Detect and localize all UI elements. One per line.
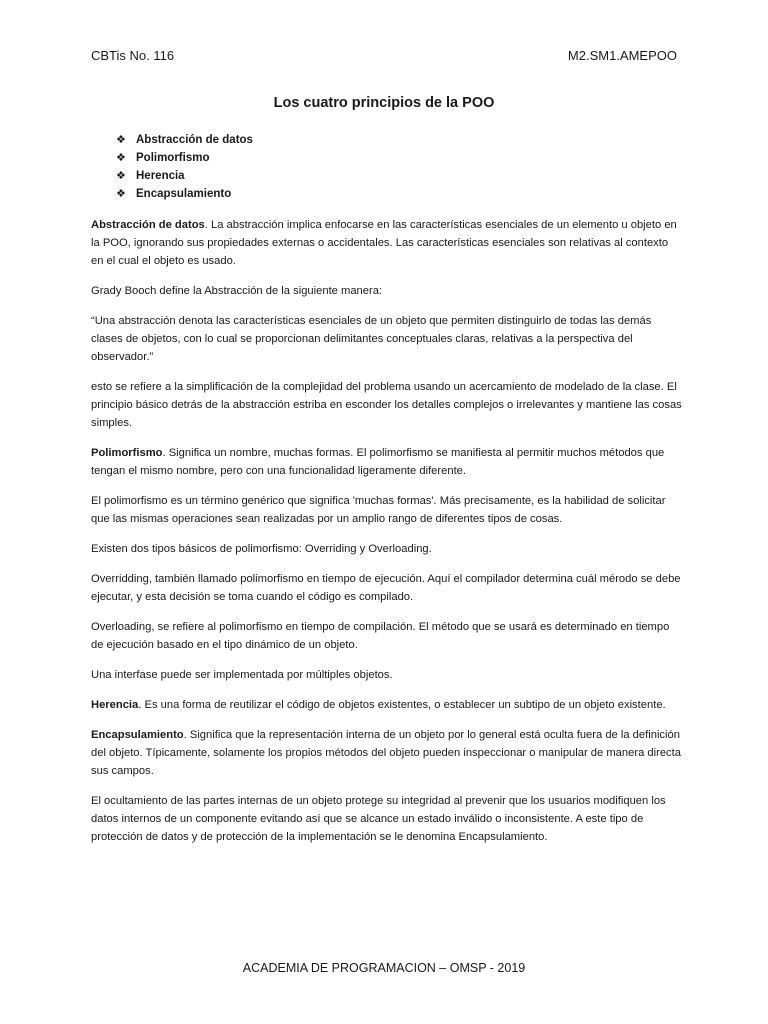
principles-list: [116, 131, 253, 203]
paragraph-quote: “Una abstracción denota las características esenciales de un objeto que permiten distinguirlo de todas las demás clases de objetos, con lo cual se proporcionan delimitantes conceptuales claras, relativas a la perspectiva del observador.”: [91, 315, 652, 363]
paragraph-encapsulamiento: Encapsulamiento. Significa que la representación interna de un objeto por lo general está oculta fuera de la definición del objeto. Típicamente, solamente los propios métodos del objeto pueden inspeccionar o manipular de manera directa sus campos.: [91, 729, 681, 777]
list-item: ❖ Polimorfismo: [116, 149, 253, 167]
paragraph: Existen dos tipos básicos de polimorfismo: Overriding y Overloading.: [91, 543, 432, 555]
header-school: CBTis No. 116: [91, 48, 175, 63]
paragraph: El polimorfismo es un término genérico que significa 'muchas formas'. Más precisamente, es la habilidad de solicitar que las mismas operaciones sean realizadas por un amplio rango de diferentes tipos de cosas.: [91, 495, 666, 525]
page-footer: ACADEMIA DE PROGRAMACION – OMSP - 2019: [242, 961, 526, 975]
header-course-code: M2.SM1.AMEPOO: [567, 48, 677, 63]
list-item: ❖ Abstracción de datos: [116, 131, 253, 149]
diamond-bullet-icon: ❖: [116, 152, 126, 164]
page-title: Los cuatro principios de la POO: [273, 95, 495, 111]
diamond-bullet-icon: ❖: [116, 188, 126, 200]
paragraph: El ocultamiento de las partes internas de un objeto protege su integridad al prevenir que los usuarios modifiquen los datos internos de un componente evitando así que se alcance un estado inválido o inconsistente. A este tipo de protección de datos y de protección de la implementación se le denomina Encapsulamiento.: [91, 795, 666, 843]
diamond-bullet-icon: ❖: [116, 170, 126, 182]
paragraph-herencia: Herencia. Es una forma de reutilizar el código de objetos existentes, o establecer un subtipo de un objeto existente.: [91, 699, 666, 711]
paragraph-abstraccion: Abstracción de datos. La abstracción implica enfocarse en las características esenciales de un elemento u objeto en la POO, ignorando sus propiedades externas o accidentales. Las características esenciales son relativas al contexto en el cual el objeto es usado.: [91, 219, 677, 267]
paragraph: esto se refiere a la simplificación de la complejidad del problema usando un acercamiento de modelado de la clase. El principio básico detrás de la abstracción estriba en esconder los detalles complejos o irrelevantes y mantiene las cosas simples.: [91, 381, 682, 429]
paragraph: Overloading, se refiere al polimorfismo en tiempo de compilación. El método que se usará es determinado en tiempo de ejecución basado en el tipo dinámico de un objeto.: [91, 621, 670, 651]
paragraph: Grady Booch define la Abstracción de la siguiente manera:: [91, 285, 383, 297]
document-body: [91, 216, 683, 858]
diamond-bullet-icon: ❖: [116, 134, 126, 146]
paragraph-polimorfismo: Polimorfismo. Significa un nombre, muchas formas. El polimorfismo se manifiesta al permitir muchos métodos que tengan el mismo nombre, pero con una funcionalidad ligeramente diferente.: [91, 447, 665, 477]
paragraph: Overridding, también llamado polimorfismo en tiempo de ejecución. Aquí el compilador determina cuál mérodo se debe ejecutar, y esta decisión se toma cuando el código es compilado.: [91, 573, 681, 603]
paragraph: Una interfase puede ser implementada por múltiples objetos.: [91, 669, 393, 681]
list-item: ❖ Herencia: [116, 167, 253, 185]
list-item: ❖ Encapsulamiento: [116, 185, 253, 203]
